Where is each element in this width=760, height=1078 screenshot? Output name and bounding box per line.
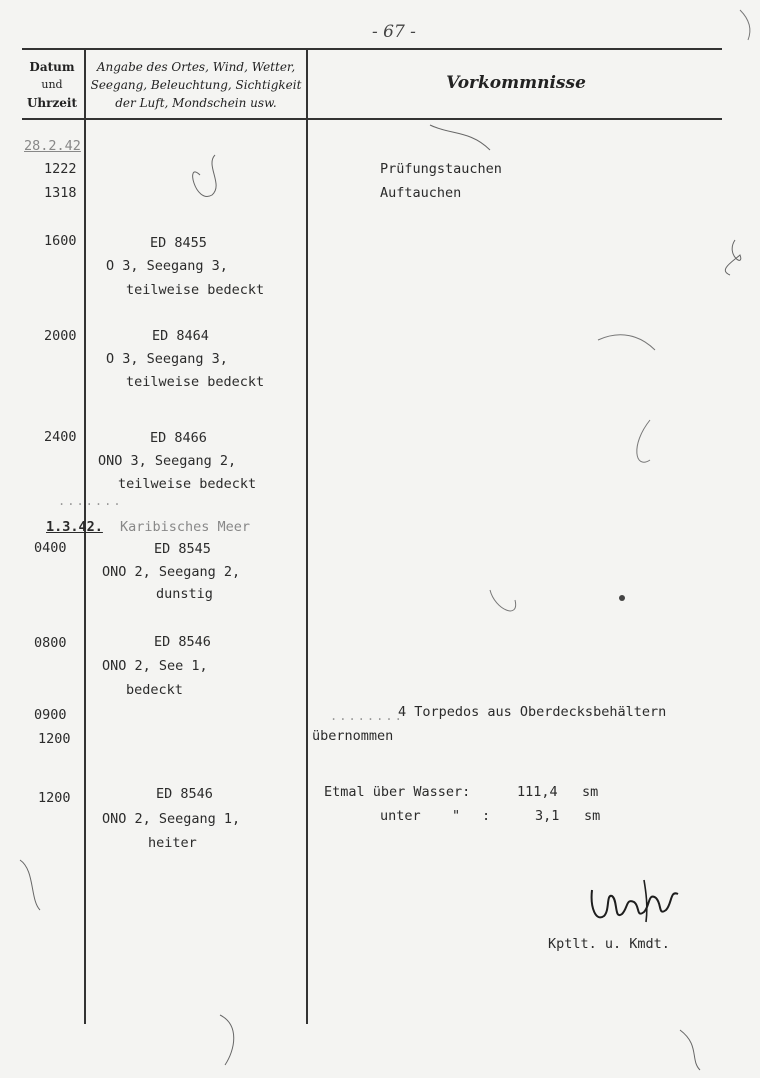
etmal-value: 111,4 [517, 784, 558, 800]
weather-entry: O 3, Seegang 3, [106, 351, 228, 367]
ditto-mark: " [452, 808, 461, 824]
signature-title: Kptlt. u. Kmdt. [548, 936, 670, 952]
weather-entry: ONO 2, Seegang 1, [102, 811, 241, 827]
weather-entry: O 3, Seegang 3, [106, 258, 228, 274]
weather-entry: teilweise bedeckt [126, 282, 265, 298]
event-entry: Auftauchen [380, 185, 462, 201]
page-number: - 67 - [372, 22, 416, 42]
time-entry: 2400 [44, 429, 77, 445]
time-entry: 1200 [38, 790, 71, 806]
position-entry: ED 8546 [156, 786, 213, 802]
position-entry: ED 8464 [152, 328, 209, 344]
weather-entry: ONO 3, Seegang 2, [98, 453, 237, 469]
date-entry: 1.3.42. [46, 519, 103, 535]
colon: : [482, 808, 491, 824]
location-entry: Karibisches Meer [120, 519, 251, 535]
time-entry: 1600 [44, 233, 77, 249]
event-entry: Prüfungstauchen [380, 161, 502, 177]
header-weather: Angabe des Ortes, Wind, Wetter, Seegang, Beleuchtung, Sichtigkeit der Luft, Mondschein usw. [90, 60, 302, 110]
weather-entry: teilweise bedeckt [118, 476, 257, 492]
weather-entry: heiter [148, 835, 197, 851]
weather-entry: bedeckt [126, 682, 183, 698]
date-entry: 28.2.42 [24, 138, 81, 154]
time-entry: 0400 [34, 540, 67, 556]
time-entry: 1200 [38, 731, 71, 747]
time-entry: 0800 [34, 635, 67, 651]
event-entry: übernommen [312, 728, 394, 744]
etmal-label: unter [380, 808, 421, 824]
header-vorkommnisse: Vorkommnisse [446, 73, 586, 93]
dotted-mark: ........ [330, 709, 404, 723]
time-entry: 0900 [34, 707, 67, 723]
position-entry: ED 8546 [154, 634, 211, 650]
weather-entry: ONO 2, See 1, [102, 658, 208, 674]
event-entry: 4 Torpedos aus Oberdecksbehältern [398, 704, 667, 720]
etmal-unit: sm [584, 808, 601, 824]
etmal-value: 3,1 [535, 808, 560, 824]
time-entry: 2000 [44, 328, 77, 344]
time-entry: 1222 [44, 161, 77, 177]
position-entry: ED 8466 [150, 430, 207, 446]
etmal-label: Etmal über Wasser: [324, 784, 471, 800]
etmal-unit: sm [582, 784, 599, 800]
position-entry: ED 8545 [154, 541, 211, 557]
header-datum: Datum und Uhrzeit [26, 60, 78, 110]
position-entry: ED 8455 [150, 235, 207, 251]
weather-entry: teilweise bedeckt [126, 374, 265, 390]
time-entry: 1318 [44, 185, 77, 201]
weather-entry: dunstig [156, 586, 213, 602]
weather-entry: ONO 2, Seegang 2, [102, 564, 241, 580]
dotted-mark: ....... [58, 494, 123, 508]
